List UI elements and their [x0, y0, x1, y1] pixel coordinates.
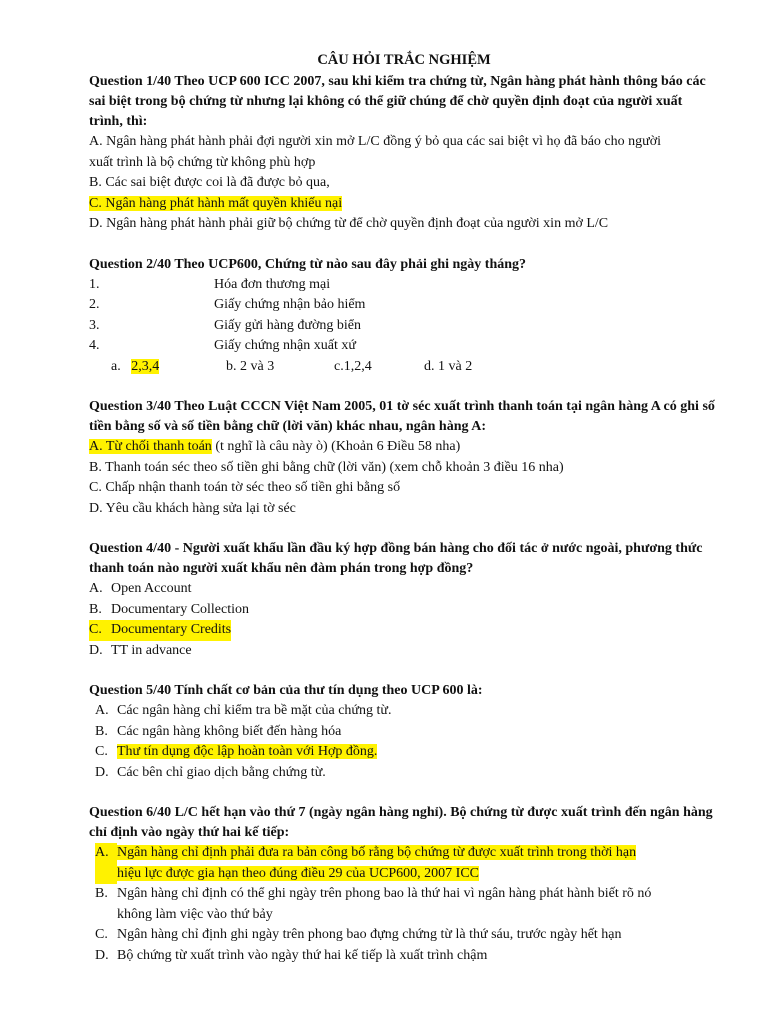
q6-option-a: A. Ngân hàng chỉ định phải đưa ra bản công bố rằng bộ chứng từ được xuất trình trong thời hạn hiệu lực được gia hạn theo đúng điều 29 của UCP600, 2007 ICC [89, 843, 719, 884]
q2-answer-row [89, 357, 719, 378]
q4-option-b: B. Documentary Collection [89, 601, 250, 617]
question-4 [89, 539, 719, 661]
q2-item-num: 4. [89, 338, 100, 353]
q2-option-a-answer: 2,3,4 [131, 358, 160, 374]
q1-option-a-line2: xuất trình là bộ chứng từ không phù hợp [89, 154, 316, 170]
q3-option-a [89, 437, 719, 458]
question-5 [89, 681, 719, 783]
q5-option-d: D. Các bên chỉ giao dịch bằng chứng từ. [95, 764, 326, 780]
q2-item-text: Giấy chứng nhận xuất xứ [214, 338, 356, 353]
question-2-text: Question 2/40 Theo UCP600, Chứng từ nào sau đây phải ghi ngày tháng? [89, 256, 527, 272]
document-title: CÂU HỎI TRẮC NGHIỆM [317, 52, 491, 68]
q6-option-a-answer: Ngân hàng chỉ định phải đưa ra bản công bố rằng bộ chứng từ được xuất trình trong thời hạn hiệu lực được gia hạn theo đúng điều 29 của UCP600, 2007 ICC [117, 845, 637, 881]
question-1-text: Question 1/40 Theo UCP 600 ICC 2007, sau khi kiểm tra chứng từ, Ngân hàng phát hành thông báo các sai biệt trong bộ chứng từ nhưng lại không có thể giữ chúng để chờ quyền định đoạt của người xuất trình, thì: [89, 74, 706, 129]
q6-option-b: B. Ngân hàng chỉ định có thể ghi ngày trên phong bao là thứ hai vì ngân hàng phát hành biết rõ nó không làm việc vào thứ bảy [95, 886, 652, 922]
q3-option-b: B. Thanh toán séc theo số tiền ghi bằng chữ (lời văn) (xem chỗ khoản 3 điều 16 nha) [89, 459, 564, 475]
question-6 [89, 803, 719, 966]
question-3-text: Question 3/40 Theo Luật CCCN Việt Nam 2005, 01 tờ séc xuất trình thanh toán tại ngân hàng A có ghi số tiền bằng số và số tiền bằng chữ (lời văn) khác nhau, ngân hàng A: [89, 399, 715, 434]
q4-option-c: C. Documentary Credits [89, 620, 719, 641]
q2-option-c: c.1,2,4 [334, 358, 372, 374]
question-6-text: Question 6/40 L/C hết hạn vào thứ 7 (ngày ngân hàng nghỉ). Bộ chứng từ được xuất trình đến ngân hàng chỉ định vào ngày thứ hai kế tiếp: [89, 805, 713, 840]
q2-item-text: Hóa đơn thương mại [214, 276, 331, 292]
question-5-text: Question 5/40 Tính chất cơ bản của thư tín dụng theo UCP 600 là: [89, 683, 483, 698]
q5-option-b: B. Các ngân hàng không biết đến hàng hóa [95, 723, 342, 739]
q1-option-c-answer: C. Ngân hàng phát hành mất quyền khiếu nại [89, 195, 343, 211]
q2-item [89, 316, 719, 337]
q2-item [89, 295, 719, 316]
q6-option-c: C. Ngân hàng chỉ định ghi ngày trên phong bao đựng chứng từ là thứ sáu, trước ngày hết hạn [95, 927, 622, 942]
q3-option-a-note: (t nghĩ là câu này ò) (Khoản 6 Điều 58 nha) [211, 439, 461, 454]
q4-option-d: D. TT in advance [89, 642, 192, 658]
q4-option-a: A. Open Account [89, 581, 192, 596]
q2-item [89, 336, 719, 357]
q5-option-c: C. Thư tín dụng độc lập hoàn toàn với Hợp đồng. [95, 744, 378, 759]
question-2 [89, 255, 719, 378]
q1-option-d: D. Ngân hàng phát hành phải giữ bộ chứng từ để chờ quyền định đoạt của người xin mở L/C [89, 216, 609, 231]
q1-option-b: B. Các sai biệt được coi là đã được bỏ qua, [89, 175, 330, 190]
question-3 [89, 397, 719, 519]
document-page [89, 50, 719, 966]
q2-item-num: 2. [89, 297, 100, 312]
q3-option-a-answer: A. Từ chối thanh toán [89, 439, 212, 454]
question-4-text: Question 4/40 - Người xuất khẩu lần đầu ký hợp đồng bán hàng cho đối tác ở nước ngoài, phương thức thanh toán nào người xuất khẩu nên đàm phán trong hợp đồng? [89, 541, 703, 576]
q2-option-d: d. 1 và 2 [424, 358, 473, 374]
q5-option-a: A. Các ngân hàng chỉ kiểm tra bề mặt của chứng từ. [95, 703, 392, 718]
q2-item [89, 275, 719, 296]
q3-option-d: D. Yêu cầu khách hàng sửa lại tờ séc [89, 500, 296, 516]
q2-item-text: Giấy chứng nhận bảo hiểm [214, 297, 366, 312]
q2-option-b: b. 2 và 3 [226, 358, 275, 374]
q6-option-d: D. Bộ chứng từ xuất trình vào ngày thứ hai kế tiếp là xuất trình chậm [95, 947, 488, 963]
question-1 [89, 72, 719, 235]
q4-option-c-answer: Documentary Credits [111, 622, 232, 637]
q2-item-num: 1. [89, 276, 100, 292]
q3-option-c: C. Chấp nhận thanh toán tờ séc theo số tiền ghi bằng số [89, 480, 401, 495]
q1-option-a-line1: A. Ngân hàng phát hành phải đợi người xin mở L/C đồng ý bỏ qua các sai biệt vì họ đã báo cho người [89, 134, 662, 149]
q2-option-a: a. 2,3,4 [111, 358, 160, 374]
q2-item-text: Giấy gửi hàng đường biển [214, 317, 361, 333]
q2-item-num: 3. [89, 317, 100, 333]
q5-option-c-answer: Thư tín dụng độc lập hoàn toàn với Hợp đồng. [117, 744, 378, 759]
